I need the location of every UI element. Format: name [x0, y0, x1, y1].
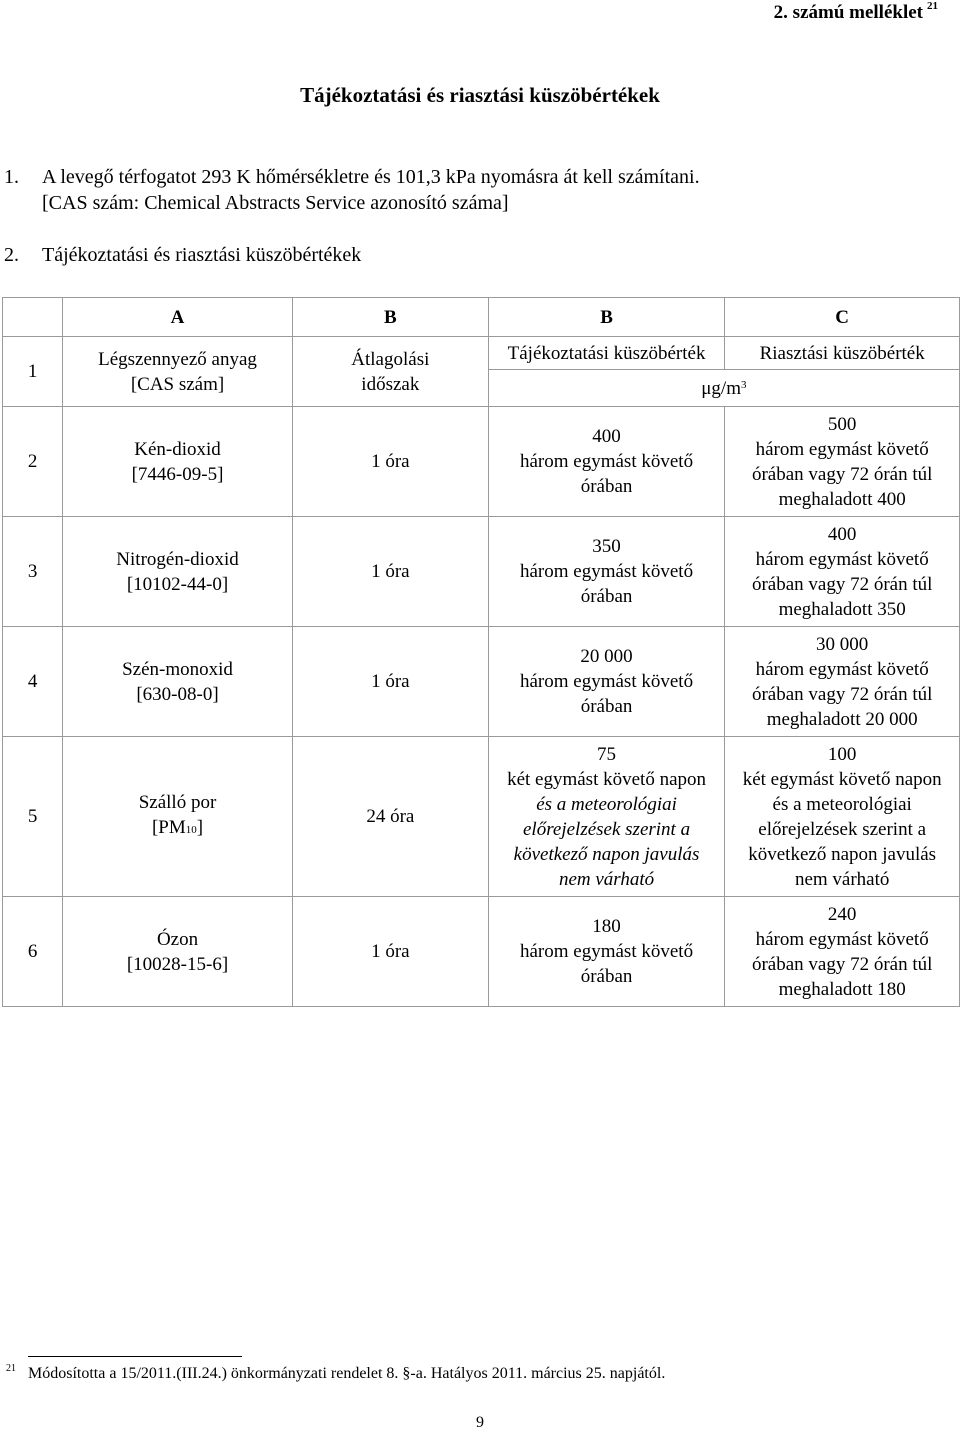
- pollutant-cell: Kén-dioxid [7446-09-5]: [63, 407, 293, 517]
- column-letter: B: [488, 298, 725, 337]
- row-number: 2: [3, 407, 63, 517]
- corner-cell: [3, 298, 63, 337]
- info-threshold-cell: 20 000 három egymást követő órában: [488, 627, 725, 737]
- alarm-threshold-cell: 240 három egymást követő órában vagy 72 órán túl meghaladott 180: [725, 897, 960, 1007]
- row-number: 6: [3, 897, 63, 1007]
- footnote-divider: [28, 1356, 242, 1357]
- footnote: $^{21}$ Módosította a 15/2011.(III.24.) önkormányzati rendelet 8. §-a. Hatályos 2011. március 25. napjától.: [6, 1363, 666, 1382]
- column-letter-row: [3, 298, 960, 337]
- info-threshold-cell: 350 három egymást követő órában: [488, 517, 725, 627]
- annex-label: 2. számú melléklet $^{21}$: [773, 0, 938, 23]
- info-threshold-cell: 75 két egymást követő napon és a meteorológiai előrejelzések szerint a következő napon javulás nem várható: [488, 737, 725, 897]
- period-cell: 24 óra: [292, 737, 488, 897]
- period-cell: 1 óra: [292, 627, 488, 737]
- table-row: [3, 627, 960, 737]
- paragraph-2: 2. Tájékoztatási és riasztási küszöbértékek: [4, 244, 362, 266]
- column-letter: B: [292, 298, 488, 337]
- table-row: [3, 897, 960, 1007]
- pollutant-cell: Szén-monoxid [630-08-0]: [63, 627, 293, 737]
- info-threshold-cell: 400 három egymást követő órában: [488, 407, 725, 517]
- header-period: Átlagolási időszak: [292, 337, 488, 407]
- threshold-table: [2, 297, 960, 1007]
- row-number: 5: [3, 737, 63, 897]
- pollutant-cell: Szálló por [PM10]: [63, 737, 293, 897]
- alarm-threshold-cell: 30 000 három egymást követő órában vagy 72 órán túl meghaladott 20 000: [725, 627, 960, 737]
- footnote-ref: 21: [927, 0, 938, 12]
- document-title: Tájékoztatási és riasztási küszöbértékek: [300, 83, 660, 107]
- period-cell: 1 óra: [292, 517, 488, 627]
- page-number: 9: [476, 1414, 484, 1431]
- row-number: 1: [3, 337, 63, 407]
- info-threshold-cell: 180 három egymást követő órában: [488, 897, 725, 1007]
- row-number: 4: [3, 627, 63, 737]
- pollutant-cell: Nitrogén-dioxid [10102-44-0]: [63, 517, 293, 627]
- column-letter: A: [63, 298, 293, 337]
- unit-cell: $\mu g/m^3$: [488, 370, 959, 407]
- pollutant-cell: Ózon [10028-15-6]: [63, 897, 293, 1007]
- alarm-threshold-cell: 500 három egymást követő órában vagy 72 órán túl meghaladott 400: [725, 407, 960, 517]
- table-row: [3, 407, 960, 517]
- paragraph-1-cas-note: [CAS szám: Chemical Abstracts Service azonosító száma]: [42, 192, 509, 214]
- header-alarm-threshold: Riasztási küszöbérték: [725, 337, 960, 370]
- alarm-threshold-cell: 100 két egymást követő napon és a meteorológiai előrejelzések szerint a következő napon javulás nem várható: [725, 737, 960, 897]
- column-letter: C: [725, 298, 960, 337]
- header-pollutant: Légszennyező anyag [CAS szám]: [63, 337, 293, 407]
- row-number: 3: [3, 517, 63, 627]
- header-row: [3, 337, 960, 370]
- paragraph-1: 1. A levegő térfogatot 293 K hőmérsékletre és 101,3 kPa nyomásra át kell számítani.: [4, 166, 700, 188]
- period-cell: 1 óra: [292, 407, 488, 517]
- table-row: [3, 517, 960, 627]
- period-cell: 1 óra: [292, 897, 488, 1007]
- header-info-threshold: Tájékoztatási küszöbérték: [488, 337, 725, 370]
- alarm-threshold-cell: 400 három egymást követő órában vagy 72 órán túl meghaladott 350: [725, 517, 960, 627]
- table-row: [3, 737, 960, 897]
